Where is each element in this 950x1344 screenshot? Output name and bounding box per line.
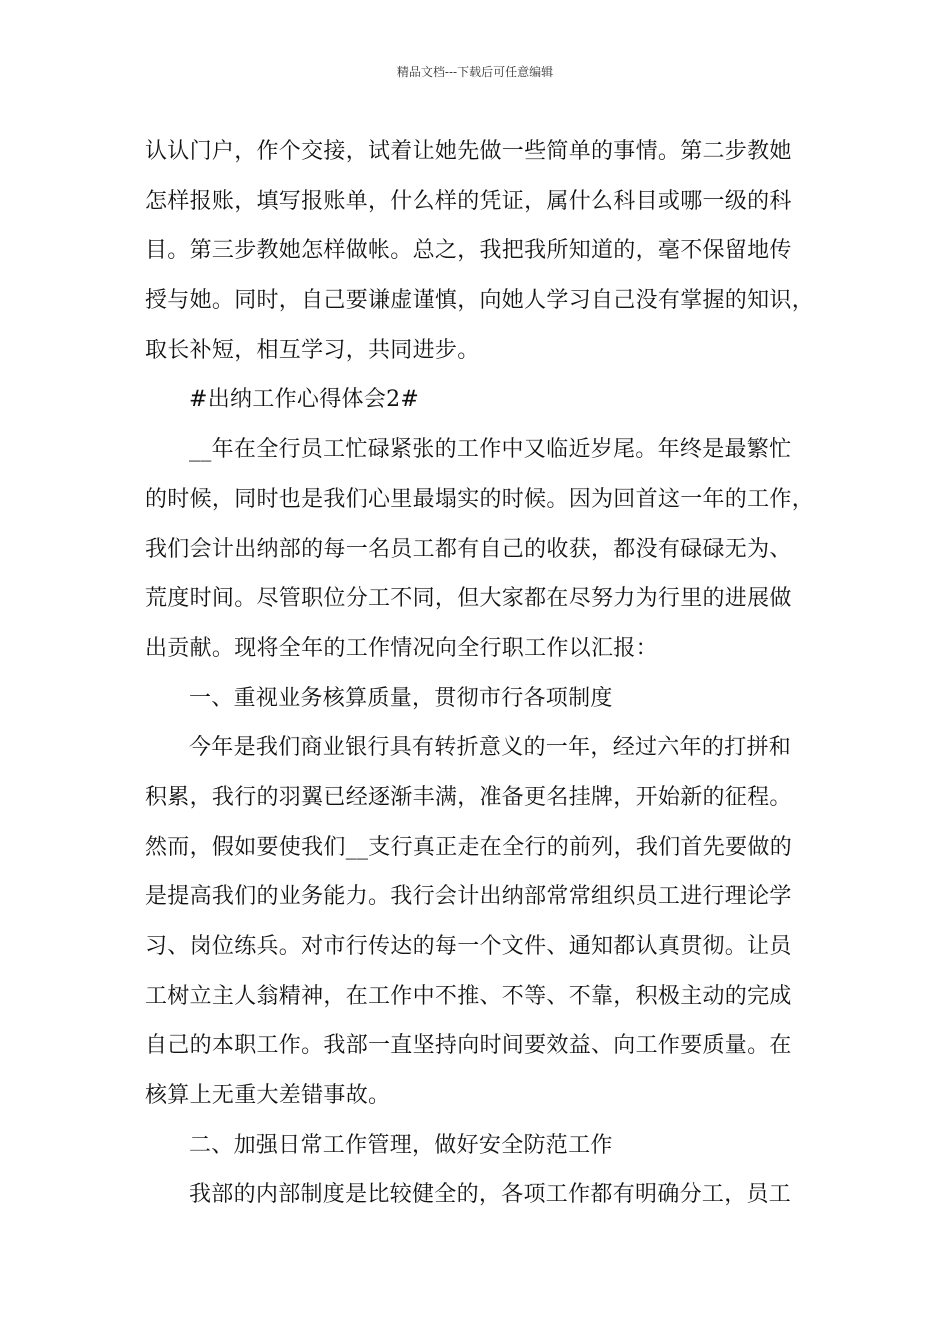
paragraph-first-line: 我部的内部制度是比较健全的，各项工作都有明确分工，员工	[189, 1182, 792, 1208]
text-line: 是提高我们的业务能力。我行会计出纳部常常组织员工进行理论学	[145, 884, 792, 910]
text-line: 我们会计出纳部的每一名员工都有自己的收获，都没有碌碌无为、	[145, 536, 792, 562]
text-line: 然而，假如要使我们__支行真正走在全行的前列，我们首先要做的	[145, 834, 793, 860]
section-heading: #出纳工作心得体会2#	[189, 387, 420, 413]
section-heading: 一、重视业务核算质量，贯彻市行各项制度	[189, 685, 613, 711]
paragraph-first-line: 今年是我们商业银行具有转折意义的一年，经过六年的打拼和	[189, 735, 792, 761]
text-line: 取长补短，相互学习，共同进步。	[145, 337, 480, 363]
section-heading: 二、加强日常工作管理，做好安全防范工作	[189, 1132, 613, 1158]
text-line: 核算上无重大差错事故。	[145, 1083, 391, 1109]
paragraph-first-line: __年在全行员工忙碌紧张的工作中又临近岁尾。年终是最繁忙	[189, 437, 792, 463]
text-line: 的时候，同时也是我们心里最塌实的时候。因为回首这一年的工作，	[145, 486, 815, 512]
text-line: 怎样报账，填写报账单，什么样的凭证，属什么科目或哪一级的科	[145, 188, 792, 214]
text-line: 积累，我行的羽翼已经逐渐丰满，准备更名挂牌，开始新的征程。	[145, 784, 792, 810]
document-body	[145, 127, 825, 1220]
text-line: 习、岗位练兵。对市行传达的每一个文件、通知都认真贯彻。让员	[145, 934, 792, 959]
text-line: 工树立主人翁精神，在工作中不推、不等、不靠，积极主动的完成	[145, 983, 792, 1009]
text-line: 自己的本职工作。我部一直坚持向时间要效益、向工作要质量。在	[145, 1033, 792, 1059]
text-line: 认认门户，作个交接，试着让她先做一些简单的事情。第二步教她	[145, 139, 792, 164]
text-line: 出贡献。现将全年的工作情况向全行职工作以汇报：	[145, 635, 658, 661]
page-header: 精品文档---下载后可任意编辑	[396, 65, 554, 79]
text-line: 目。第三步教她怎样做帐。总之，我把我所知道的，毫不保留地传	[145, 238, 792, 264]
text-line: 荒度时间。尽管职位分工不同，但大家都在尽努力为行里的进展做	[145, 586, 792, 612]
text-line: 授与她。同时，自己要谦虚谨慎，向她人学习自己没有掌握的知识，	[145, 288, 815, 314]
